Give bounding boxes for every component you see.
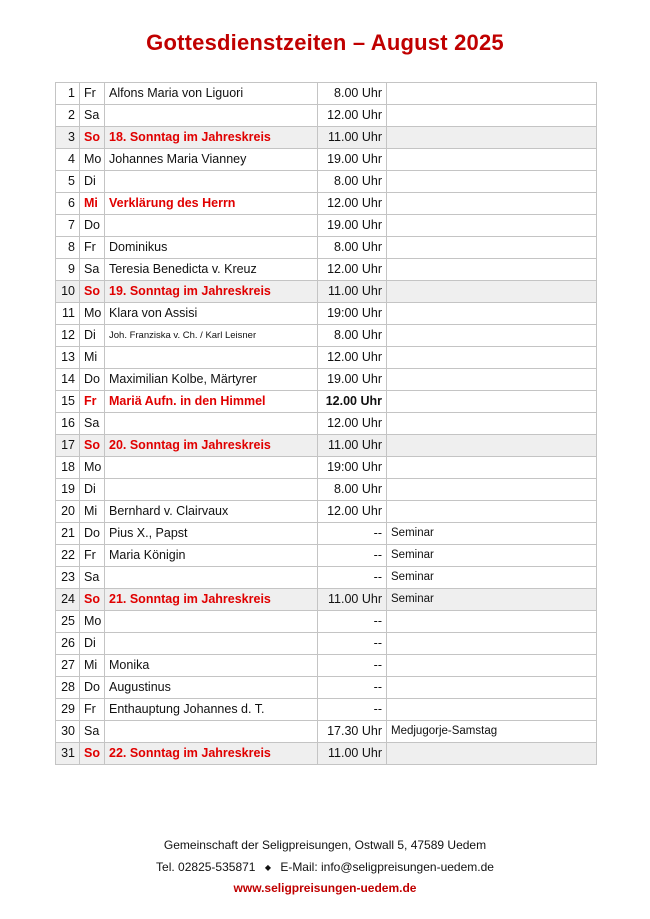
schedule-row — [56, 237, 597, 259]
schedule-row — [56, 545, 597, 567]
service-time: 8.00 Uhr — [318, 83, 387, 105]
day-number: 30 — [56, 721, 80, 743]
feast-name: Joh. Franziska v. Ch. / Karl Leisner — [105, 325, 318, 347]
feast-name: Mariä Aufn. in den Himmel — [105, 391, 318, 413]
weekday: Sa — [80, 259, 105, 281]
weekday: So — [80, 743, 105, 765]
footer-phone: Tel. 02825-535871 — [156, 860, 256, 874]
feast-name: Pius X., Papst — [105, 523, 318, 545]
schedule-row — [56, 105, 597, 127]
footer-address: Gemeinschaft der Seligpreisungen, Ostwall 5, 47589 Uedem — [163, 838, 487, 852]
schedule-row — [56, 655, 597, 677]
weekday: Fr — [80, 545, 105, 567]
service-time: 12.00 Uhr — [318, 413, 387, 435]
feast-name — [105, 633, 318, 655]
note — [387, 303, 597, 325]
schedule-row — [56, 479, 597, 501]
schedule-row — [56, 743, 597, 765]
service-time: 12.00 Uhr — [318, 347, 387, 369]
weekday: So — [80, 435, 105, 457]
day-number: 4 — [56, 149, 80, 171]
schedule-row — [56, 259, 597, 281]
note: Seminar — [387, 523, 597, 545]
service-time: -- — [318, 677, 387, 699]
schedule-row — [56, 721, 597, 743]
day-number: 17 — [56, 435, 80, 457]
service-time: 11.00 Uhr — [318, 281, 387, 303]
weekday: Di — [80, 479, 105, 501]
note — [387, 413, 597, 435]
weekday: Fr — [80, 699, 105, 721]
schedule-row — [56, 369, 597, 391]
service-time: -- — [318, 655, 387, 677]
weekday: Di — [80, 325, 105, 347]
weekday: Mo — [80, 457, 105, 479]
schedule-row — [56, 589, 597, 611]
weekday: Do — [80, 677, 105, 699]
schedule-row — [56, 193, 597, 215]
weekday: So — [80, 127, 105, 149]
service-time: 19.00 Uhr — [318, 215, 387, 237]
feast-name: Johannes Maria Vianney — [105, 149, 318, 171]
weekday: Sa — [80, 721, 105, 743]
weekday: Fr — [80, 391, 105, 413]
note — [387, 633, 597, 655]
feast-name — [105, 413, 318, 435]
weekday: Sa — [80, 567, 105, 589]
schedule-row — [56, 215, 597, 237]
schedule-row — [56, 347, 597, 369]
feast-name: Enthauptung Johannes d. T. — [105, 699, 318, 721]
note — [387, 127, 597, 149]
day-number: 13 — [56, 347, 80, 369]
service-time: 8.00 Uhr — [318, 237, 387, 259]
day-number: 11 — [56, 303, 80, 325]
day-number: 26 — [56, 633, 80, 655]
service-time: -- — [318, 633, 387, 655]
feast-name — [105, 611, 318, 633]
service-time: 11.00 Uhr — [318, 743, 387, 765]
diamond-separator-icon: ◆ — [264, 863, 271, 872]
day-number: 24 — [56, 589, 80, 611]
service-time: 12.00 Uhr — [318, 193, 387, 215]
weekday: Mo — [80, 303, 105, 325]
service-time: -- — [318, 545, 387, 567]
note — [387, 479, 597, 501]
service-time: 11.00 Uhr — [318, 435, 387, 457]
schedule-row — [56, 501, 597, 523]
note: Seminar — [387, 567, 597, 589]
day-number: 31 — [56, 743, 80, 765]
feast-name: 19. Sonntag im Jahreskreis — [105, 281, 318, 303]
page-title: Gottesdienstzeiten – August 2025 — [146, 30, 504, 55]
schedule-row — [56, 149, 597, 171]
feast-name — [105, 215, 318, 237]
day-number: 8 — [56, 237, 80, 259]
feast-name: Verklärung des Herrn — [105, 193, 318, 215]
day-number: 10 — [56, 281, 80, 303]
weekday: So — [80, 589, 105, 611]
weekday: Sa — [80, 413, 105, 435]
schedule-row — [56, 127, 597, 149]
note — [387, 105, 597, 127]
note — [387, 193, 597, 215]
schedule-row — [56, 633, 597, 655]
service-time: 17.30 Uhr — [318, 721, 387, 743]
feast-name: Teresia Benedicta v. Kreuz — [105, 259, 318, 281]
weekday: Di — [80, 633, 105, 655]
feast-name: Klara von Assisi — [105, 303, 318, 325]
day-number: 19 — [56, 479, 80, 501]
note — [387, 655, 597, 677]
schedule-row — [56, 413, 597, 435]
feast-name: Maximilian Kolbe, Märtyrer — [105, 369, 318, 391]
schedule-table — [55, 82, 597, 765]
feast-name: Dominikus — [105, 237, 318, 259]
note — [387, 369, 597, 391]
day-number: 21 — [56, 523, 80, 545]
weekday: Mi — [80, 655, 105, 677]
note — [387, 171, 597, 193]
schedule-row — [56, 567, 597, 589]
weekday: Do — [80, 523, 105, 545]
note — [387, 149, 597, 171]
note: Seminar — [387, 545, 597, 567]
feast-name — [105, 479, 318, 501]
weekday: So — [80, 281, 105, 303]
service-time: 12.00 Uhr — [318, 501, 387, 523]
day-number: 28 — [56, 677, 80, 699]
note — [387, 347, 597, 369]
feast-name: Alfons Maria von Liguori — [105, 83, 318, 105]
day-number: 12 — [56, 325, 80, 347]
note — [387, 237, 597, 259]
schedule-rows — [56, 83, 597, 765]
service-time: 19:00 Uhr — [318, 303, 387, 325]
schedule-row — [56, 611, 597, 633]
service-time: 12.00 Uhr — [318, 105, 387, 127]
weekday: Mo — [80, 611, 105, 633]
footer-email: E-Mail: info@seligpreisungen-uedem.de — [280, 860, 494, 874]
schedule-row — [56, 325, 597, 347]
day-number: 2 — [56, 105, 80, 127]
service-time: 12.00 Uhr — [318, 259, 387, 281]
service-time: 19:00 Uhr — [318, 457, 387, 479]
day-number: 3 — [56, 127, 80, 149]
schedule-row — [56, 281, 597, 303]
feast-name — [105, 105, 318, 127]
footer-contact — [0, 860, 650, 874]
note — [387, 281, 597, 303]
note — [387, 611, 597, 633]
schedule-row — [56, 171, 597, 193]
note — [387, 501, 597, 523]
feast-name: Bernhard v. Clairvaux — [105, 501, 318, 523]
feast-name — [105, 347, 318, 369]
schedule-row — [56, 435, 597, 457]
schedule-row — [56, 457, 597, 479]
service-time: 19.00 Uhr — [318, 149, 387, 171]
note — [387, 325, 597, 347]
note — [387, 699, 597, 721]
service-time: 8.00 Uhr — [318, 479, 387, 501]
service-time: 11.00 Uhr — [318, 589, 387, 611]
feast-name — [105, 567, 318, 589]
weekday: Fr — [80, 83, 105, 105]
service-time: -- — [318, 567, 387, 589]
feast-name: Augustinus — [105, 677, 318, 699]
service-time: -- — [318, 699, 387, 721]
service-time: -- — [318, 611, 387, 633]
feast-name: 20. Sonntag im Jahreskreis — [105, 435, 318, 457]
note: Medjugorje-Samstag — [387, 721, 597, 743]
service-time: 8.00 Uhr — [318, 171, 387, 193]
schedule-row — [56, 699, 597, 721]
feast-name: Maria Königin — [105, 545, 318, 567]
day-number: 18 — [56, 457, 80, 479]
schedule-row — [56, 391, 597, 413]
day-number: 20 — [56, 501, 80, 523]
note: Seminar — [387, 589, 597, 611]
feast-name: 18. Sonntag im Jahreskreis — [105, 127, 318, 149]
feast-name — [105, 457, 318, 479]
note — [387, 743, 597, 765]
day-number: 22 — [56, 545, 80, 567]
day-number: 14 — [56, 369, 80, 391]
schedule-row — [56, 523, 597, 545]
day-number: 29 — [56, 699, 80, 721]
note — [387, 677, 597, 699]
service-time: 12.00 Uhr — [318, 391, 387, 413]
weekday: Mo — [80, 149, 105, 171]
service-time: 11.00 Uhr — [318, 127, 387, 149]
note — [387, 215, 597, 237]
note — [387, 457, 597, 479]
weekday: Mi — [80, 501, 105, 523]
feast-name — [105, 721, 318, 743]
weekday: Mi — [80, 193, 105, 215]
service-time: 19.00 Uhr — [318, 369, 387, 391]
schedule-row — [56, 677, 597, 699]
day-number: 5 — [56, 171, 80, 193]
day-number: 23 — [56, 567, 80, 589]
day-number: 9 — [56, 259, 80, 281]
service-time: 8.00 Uhr — [318, 325, 387, 347]
note — [387, 83, 597, 105]
note — [387, 391, 597, 413]
weekday: Do — [80, 215, 105, 237]
feast-name — [105, 171, 318, 193]
feast-name: 21. Sonntag im Jahreskreis — [105, 589, 318, 611]
schedule-row — [56, 83, 597, 105]
day-number: 1 — [56, 83, 80, 105]
weekday: Do — [80, 369, 105, 391]
day-number: 27 — [56, 655, 80, 677]
note — [387, 259, 597, 281]
note — [387, 435, 597, 457]
day-number: 7 — [56, 215, 80, 237]
service-time: -- — [318, 523, 387, 545]
day-number: 15 — [56, 391, 80, 413]
feast-name: Monika — [105, 655, 318, 677]
weekday: Sa — [80, 105, 105, 127]
footer-website-link[interactable]: www.seligpreisungen-uedem.de — [233, 881, 417, 895]
weekday: Mi — [80, 347, 105, 369]
day-number: 25 — [56, 611, 80, 633]
weekday: Di — [80, 171, 105, 193]
day-number: 16 — [56, 413, 80, 435]
weekday: Fr — [80, 237, 105, 259]
feast-name: 22. Sonntag im Jahreskreis — [105, 743, 318, 765]
day-number: 6 — [56, 193, 80, 215]
schedule-row — [56, 303, 597, 325]
